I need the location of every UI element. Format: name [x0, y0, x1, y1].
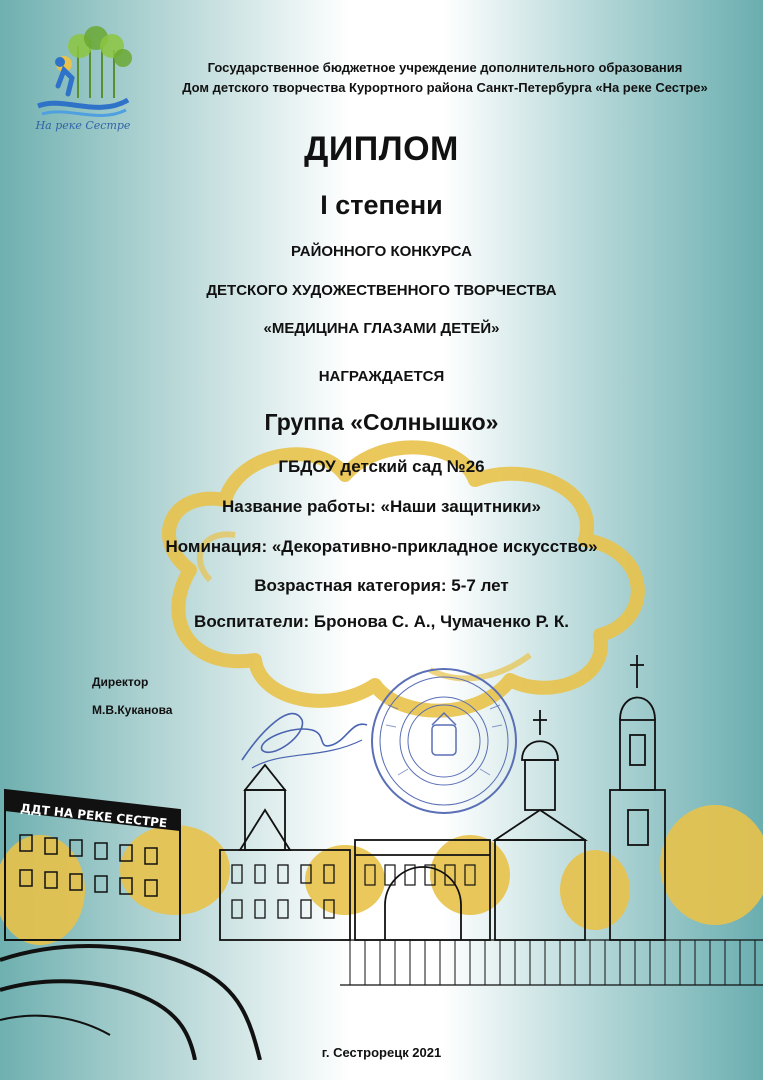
ddt-logo: [28, 26, 138, 136]
city-illustration: [0, 640, 763, 1060]
diploma-title: ДИПЛОМ: [304, 130, 459, 168]
organization-line-2: Дом детского творчества Курортного района Санкт-Петербурга «На реке Сестре»: [182, 80, 708, 95]
diploma-degree: I степени: [320, 190, 443, 220]
logo-caption: На реке Сестре: [35, 119, 131, 132]
organization-line-1: Государственное бюджетное учреждение дополнительного образования: [207, 60, 683, 75]
teachers: Воспитатели: Бронова С. А., Чумаченко Р. К.: [194, 612, 569, 631]
nomination: Номинация: «Декоративно-прикладное искусство»: [165, 537, 598, 556]
contest-line-1: РАЙОННОГО КОНКУРСА: [291, 243, 472, 260]
building-sign: ДДТ НА РЕКЕ СЕСТРЕ: [19, 801, 168, 831]
age-category: Возрастная категория: 5-7 лет: [254, 576, 509, 595]
contest-name: «МЕДИЦИНА ГЛАЗАМИ ДЕТЕЙ»: [263, 320, 500, 337]
awarded-label: НАГРАЖДАЕТСЯ: [318, 368, 445, 385]
city-year: г. Сестрорецк 2021: [321, 1045, 442, 1060]
institution: ГБДОУ детский сад №26: [278, 457, 485, 476]
director-label: Директор: [92, 675, 149, 689]
director-name: М.В.Куканова: [92, 703, 173, 717]
awardee-name: Группа «Солнышко»: [264, 409, 499, 435]
contest-line-2: ДЕТСКОГО ХУДОЖЕСТВЕННОГО ТВОРЧЕСТВА: [206, 282, 557, 299]
work-title: Название работы: «Наши защитники»: [222, 497, 541, 516]
